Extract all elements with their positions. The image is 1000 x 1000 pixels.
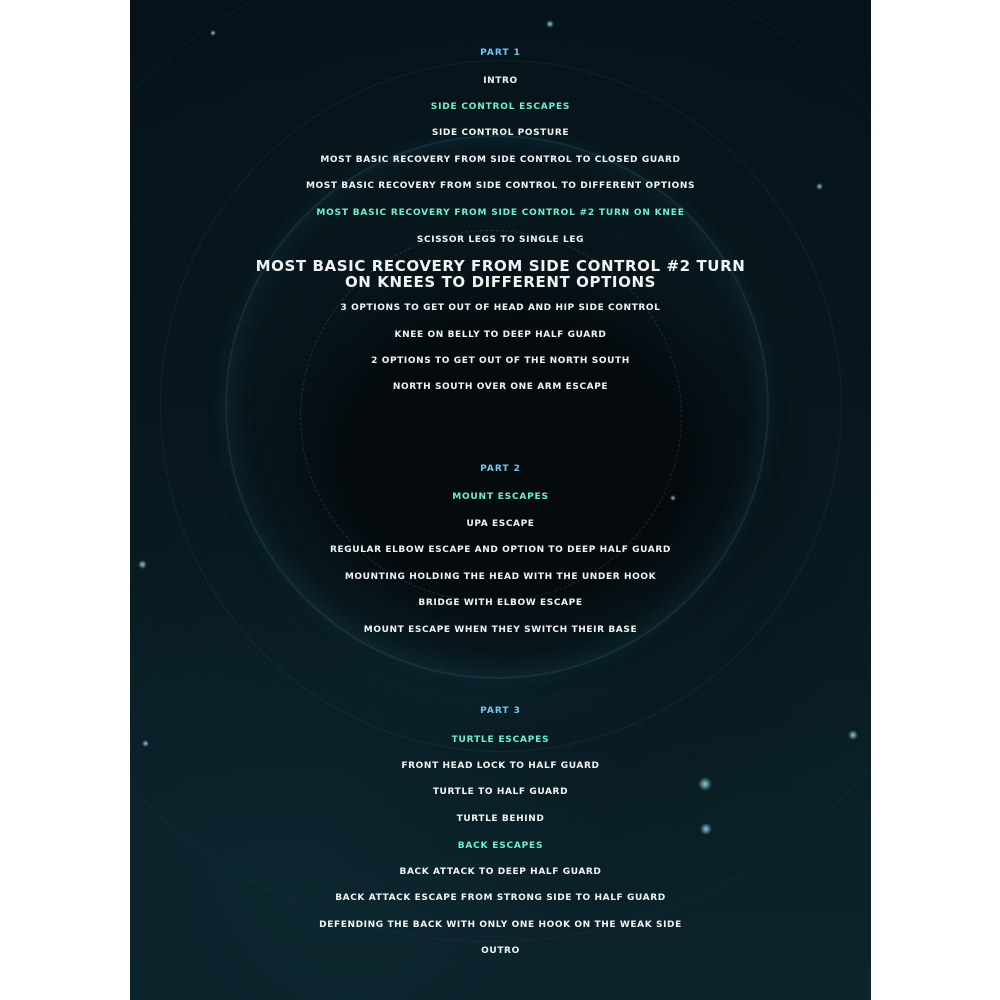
outline-item: BACK ATTACK ESCAPE FROM STRONG SIDE TO HALF GUARD xyxy=(335,893,666,903)
outline-item: INTRO xyxy=(483,76,518,86)
part-heading: PART 2 xyxy=(480,464,521,474)
outline-item: BACK ATTACK TO DEEP HALF GUARD xyxy=(399,867,602,877)
outline-item: REGULAR ELBOW ESCAPE AND OPTION TO DEEP HALF GUARD xyxy=(330,545,671,555)
outline-item: 3 OPTIONS TO GET OUT OF HEAD AND HIP SIDE CONTROL xyxy=(340,303,661,313)
section-heading: TURTLE ESCAPES xyxy=(451,735,550,745)
section-heading: MOST BASIC RECOVERY FROM SIDE CONTROL #2 TURN ON KNEE xyxy=(316,208,685,218)
outline-item: TURTLE TO HALF GUARD xyxy=(432,787,569,797)
outline-item: MOST BASIC RECOVERY FROM SIDE CONTROL TO CLOSED GUARD xyxy=(320,155,681,165)
outline-item: SIDE CONTROL POSTURE xyxy=(431,128,570,138)
section-heading: BACK ESCAPES xyxy=(457,841,544,851)
outline-item: MOUNTING HOLDING THE HEAD WITH THE UNDER HOOK xyxy=(344,572,657,582)
section-heading: MOUNT ESCAPES xyxy=(452,492,549,502)
outline-item: KNEE ON BELLY TO DEEP HALF GUARD xyxy=(394,330,607,340)
outline-item: MOST BASIC RECOVERY FROM SIDE CONTROL #2 TURN ON KNEES TO DIFFERENT OPTIONS xyxy=(255,257,746,291)
outline-item: DEFENDING THE BACK WITH ONLY ONE HOOK ON THE WEAK SIDE xyxy=(319,920,682,930)
part-heading: PART 1 xyxy=(480,48,521,58)
part-heading: PART 3 xyxy=(480,706,521,716)
outline-item: 2 OPTIONS TO GET OUT OF THE NORTH SOUTH xyxy=(371,356,630,366)
outline-item: SCISSOR LEGS TO SINGLE LEG xyxy=(416,235,585,245)
outline-item: BRIDGE WITH ELBOW ESCAPE xyxy=(418,598,583,608)
outline-item: FRONT HEAD LOCK TO HALF GUARD xyxy=(401,761,600,771)
poster xyxy=(130,0,871,1000)
outline-item: TURTLE BEHIND xyxy=(456,814,545,824)
outline-item: OUTRO xyxy=(481,946,520,956)
section-heading: SIDE CONTROL ESCAPES xyxy=(430,102,571,112)
outline-item: MOUNT ESCAPE WHEN THEY SWITCH THEIR BASE xyxy=(363,625,638,635)
outline-item: MOST BASIC RECOVERY FROM SIDE CONTROL TO DIFFERENT OPTIONS xyxy=(305,181,696,191)
course-outline xyxy=(130,0,871,1000)
outline-item: NORTH SOUTH OVER ONE ARM ESCAPE xyxy=(392,382,609,392)
outline-item: UPA ESCAPE xyxy=(466,519,535,529)
